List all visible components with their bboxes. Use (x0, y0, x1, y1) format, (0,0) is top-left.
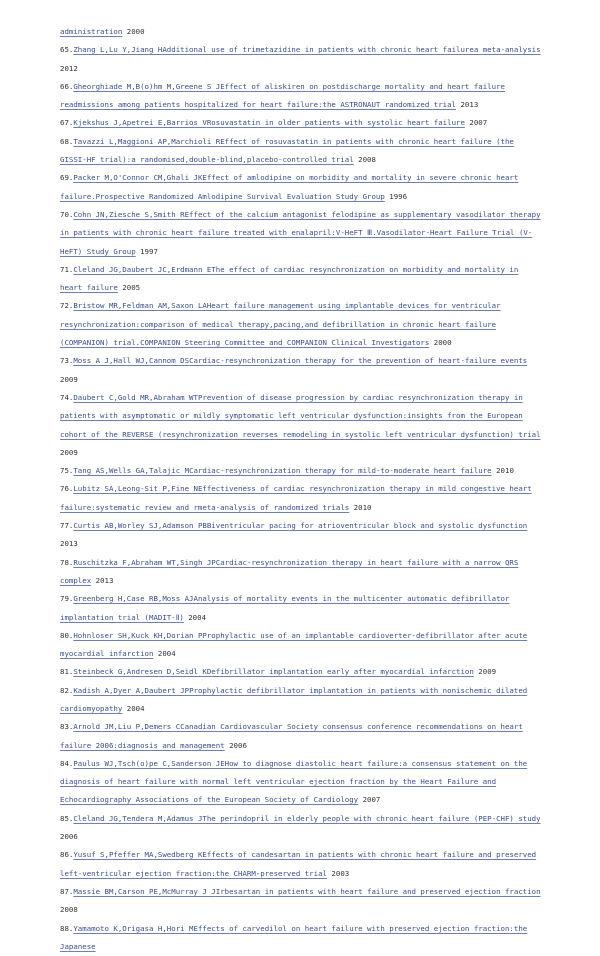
reference-year: 2004 (153, 649, 176, 659)
reference-title-link[interactable]: Defibrillator implantation early after myocardial infarction (206, 667, 474, 677)
reference-title-link[interactable]: Effects of candesartan in patients with chronic heart failure and preserved left-ventricular ejection fraction:the CHARM-preserved trial (60, 850, 537, 878)
reference-title-link[interactable]: Biventricular pacing for atrioventricular block and systolic dysfunction (206, 521, 528, 531)
reference-entry (60, 462, 544, 480)
reference-entry (60, 755, 544, 810)
reference-number: 86. (60, 850, 74, 860)
reference-title-link[interactable]: Effect of rosuvastatin in patients with chronic heart failure (the GISSI-HF trial):a randomised,double-blind,placebo-controlled trial (60, 136, 514, 165)
reference-title-link[interactable]: Effect of aliskiren on postdischarge mortality and heart failure readmissions among patients hospitalized for heart failure:the ASTRONAUT randomized trial (60, 81, 505, 110)
reference-year: 2010 (491, 466, 514, 476)
reference-year: 2009 (60, 374, 78, 384)
reference-year: 2007 (464, 118, 488, 128)
reference-title-link[interactable]: administration (60, 27, 123, 36)
reference-entry (60, 627, 544, 664)
reference-number: 85. (60, 813, 74, 823)
reference-authors-link[interactable]: Moss A J,Hall WJ,Cannom DS (73, 356, 190, 366)
reference-authors-link[interactable]: Steinbeck G,Andresen D,Seidl K (73, 667, 207, 677)
reference-authors-link[interactable]: Cleland JG,Tendera M,Adamus J (73, 813, 203, 823)
reference-authors-link[interactable]: Paulus WJ,Tsch(o)pe C,Sanderson JE (73, 758, 225, 768)
reference-title-link[interactable]: Effectiveness of cardiac resynchronization therapy in mild congestive heart failure:systematic review and rmeta-analysis of randomized trials (60, 484, 532, 512)
reference-number: 66. (60, 81, 74, 91)
reference-number: 81. (60, 667, 74, 677)
reference-authors-link[interactable]: Arnold JM,Liu P,Demers C (73, 722, 181, 732)
reference-number: 75. (60, 466, 74, 476)
reference-entry (60, 41, 544, 78)
reference-year: 2009 (60, 447, 78, 457)
reference-title-link[interactable]: Effect of the calcium antagonist felodipine as supplementary vasodilator therapy in patients with chronic heart failure treated with enalapril:V-HeFT Ⅲ.Vasodilator-Heart Failure Trial (V-HeFT) Study Group (60, 209, 541, 256)
reference-title-link[interactable]: Analysis of mortality events in the multicenter automatic defibrillator implantation trial (MADIT-Ⅱ) (60, 594, 510, 622)
reference-year: 2005 (117, 283, 141, 293)
reference-entry (60, 206, 544, 261)
reference-number: 68. (60, 136, 74, 146)
reference-entry (60, 517, 544, 554)
reference-title-link[interactable]: Canadian Cardiovascular Society consensus conference recommendations on heart failure 2006:diagnosis and management (60, 722, 523, 750)
reference-year: 2003 (326, 868, 350, 878)
reference-entry (60, 23, 544, 41)
reference-title-link[interactable]: How to diagnose diastolic heart failure:a consensus statement on the diagnosis of heart failure with normal left ventricular ejection fraction by the Heart Failure and Echocardiography Associations of the European Society of Cardiology (60, 758, 528, 805)
reference-title-link[interactable]: Prophylactic use of an implantable cardioverter-defibrillator after acute myocardial infarction (60, 630, 528, 659)
reference-title-link[interactable]: Effects of carvedilol on heart failure with preserved ejection fraction:the Japanese (60, 923, 528, 951)
reference-number: 65. (60, 45, 74, 55)
reference-authors-link[interactable]: Tang AS,Wells GA,Talajic M (73, 466, 190, 476)
reference-title-link[interactable]: The perindopril in elderly people with chronic heart failure (PEP-CHF) study (202, 813, 541, 823)
reference-year: 2004 (183, 612, 207, 622)
reference-title-link[interactable]: Irbesartan in patients with heart failure and preserved ejection fraction (215, 886, 541, 896)
reference-title-link[interactable]: Heart failure management using implantable devices for ventricular resynchronization:comparison of medical therapy,pacing,and defibrillation in chronic heart failure (COMPANION) trial.COMPANION Steering Committee and COMPANION Clinical Investigators (60, 301, 501, 348)
reference-year: 2008 (60, 905, 78, 915)
reference-entry (60, 297, 544, 352)
reference-authors-link[interactable]: Greenberg H,Case RB,Moss AJ (73, 594, 194, 604)
reference-authors-link[interactable]: Yusuf S,Pfeffer MA,Swedberg K (73, 850, 203, 860)
reference-entry (60, 133, 544, 170)
reference-year: 2010 (349, 502, 372, 512)
reference-authors-link[interactable]: Cohn JN,Ziesche S,Smith R (73, 209, 185, 219)
reference-authors-link[interactable]: Tavazzi L,Maggioni AP,Marchioli R (73, 136, 221, 146)
reference-title-link[interactable]: Cardiac-resynchronization therapy for mild-to-moderate heart failure (189, 466, 492, 476)
reference-entry (60, 352, 544, 389)
reference-number: 72. (60, 301, 74, 311)
reference-year: 2000 (429, 338, 452, 348)
reference-authors-link[interactable]: Kjekshus J,Apetrei E,Barrios V (73, 118, 207, 128)
reference-entry (60, 78, 544, 115)
reference-entry (60, 480, 544, 517)
reference-year: 2007 (358, 795, 381, 805)
reference-authors-link[interactable]: Bristow MR,Feldman AM,Saxon LA (73, 301, 207, 311)
reference-authors-link[interactable]: Yamamoto K,Origasa H,Hori M (73, 923, 194, 933)
reference-entry (60, 389, 544, 462)
reference-entry (60, 590, 544, 627)
reference-number: 84. (60, 758, 74, 768)
reference-year: 2008 (353, 155, 376, 165)
reference-title-link[interactable]: Effect of amlodipine on morbidity and mortality in severe chronic heart failure.Prospective Randomized Amlodipine Survival Evaluation Study Group (60, 173, 519, 201)
reference-authors-link[interactable]: Daubert C,Gold MR,Abraham WT (73, 392, 198, 402)
reference-number: 79. (60, 594, 74, 604)
reference-year: 2000 (122, 27, 145, 36)
reference-entry (60, 920, 544, 956)
reference-number: 70. (60, 209, 74, 219)
reference-title-link[interactable]: Prophylactic defibrillator implantation in patients with nonischemic dilated cardiomyopathy (60, 685, 528, 713)
reference-number: 82. (60, 685, 74, 695)
reference-year: 2013 (456, 100, 479, 110)
reference-year: 1996 (384, 191, 408, 201)
reference-entry (60, 554, 544, 591)
reference-year: 2006 (224, 740, 247, 750)
reference-authors-link[interactable]: Curtis AB,Worley SJ,Adamson PB (73, 521, 207, 531)
reference-number: 77. (60, 521, 74, 531)
reference-title-link[interactable]: Additional use of trimetazidine in patients with chronic heart failurea meta-analysis (162, 45, 541, 55)
reference-authors-link[interactable]: Packer M,O'Connor CM,Ghali JK (73, 173, 203, 183)
reference-entry (60, 663, 544, 681)
reference-number: 83. (60, 722, 74, 732)
reference-list (60, 23, 544, 956)
reference-title-link[interactable]: Cardiac-resynchronization therapy in heart failure with a narrow QRS complex (60, 557, 519, 585)
reference-entry (60, 682, 544, 719)
reference-number: 80. (60, 630, 74, 640)
reference-number: 74. (60, 392, 74, 402)
reference-number: 87. (60, 886, 74, 896)
reference-number: 76. (60, 484, 74, 494)
reference-entry (60, 169, 544, 206)
reference-title-link[interactable]: Prevention of disease progression by cardiac resynchronization therapy in patients with asymptomatic or mildly symptomatic left ventricular dysfunction:insights from the European cohort of the REVERSE (resynchronization reverses remodeling in systolic left ventricular dysfunction) trial (60, 392, 541, 439)
reference-entry (60, 810, 544, 847)
reference-authors-link[interactable]: Massie BM,Carson PE,McMurray J J (73, 886, 216, 896)
reference-year: 2006 (60, 832, 78, 842)
reference-title-link[interactable]: The effect of cardiac resynchronization on morbidity and mortality in heart failure (60, 264, 519, 293)
reference-title-link[interactable]: Cardiac-resynchronization therapy for the prevention of heart-failure events (189, 356, 528, 366)
reference-year: 2009 (473, 667, 497, 677)
reference-authors-link[interactable]: Lubitz SA,Leong-Sit P,Fine N (73, 484, 198, 494)
reference-authors-link[interactable]: Ruschitzka F,Abraham WT,Singh JP (73, 557, 216, 567)
reference-entry (60, 718, 544, 755)
reference-authors-link[interactable]: Kadish A,Dyer A,Daubert JP (73, 685, 190, 695)
reference-number: 71. (60, 264, 74, 274)
reference-entry (60, 114, 544, 132)
reference-year: 2013 (60, 539, 78, 549)
reference-number: 78. (60, 557, 74, 567)
reference-authors-link[interactable]: Gheorghiade M,B(o)hm M,Greene S J (73, 81, 221, 91)
reference-entry (60, 261, 544, 298)
reference-year: 2004 (122, 703, 145, 713)
reference-number: 88. (60, 923, 74, 933)
reference-year: 1997 (135, 246, 158, 256)
reference-title-link[interactable]: Rosuvastatin in older patients with systolic heart failure (206, 118, 465, 128)
reference-entry (60, 883, 544, 920)
reference-authors-link[interactable]: Zhang L,Lu Y,Jiang H (73, 45, 163, 55)
reference-authors-link[interactable]: Cleland JG,Daubert JC,Erdmann E (73, 264, 212, 274)
reference-year: 2013 (91, 575, 114, 585)
reference-number: 67. (60, 118, 74, 128)
reference-number: 73. (60, 356, 74, 366)
reference-year: 2012 (60, 63, 78, 73)
reference-authors-link[interactable]: Hohnloser SH,Kuck KH,Dorian P (73, 630, 203, 640)
reference-entry (60, 846, 544, 883)
reference-number: 69. (60, 173, 74, 183)
